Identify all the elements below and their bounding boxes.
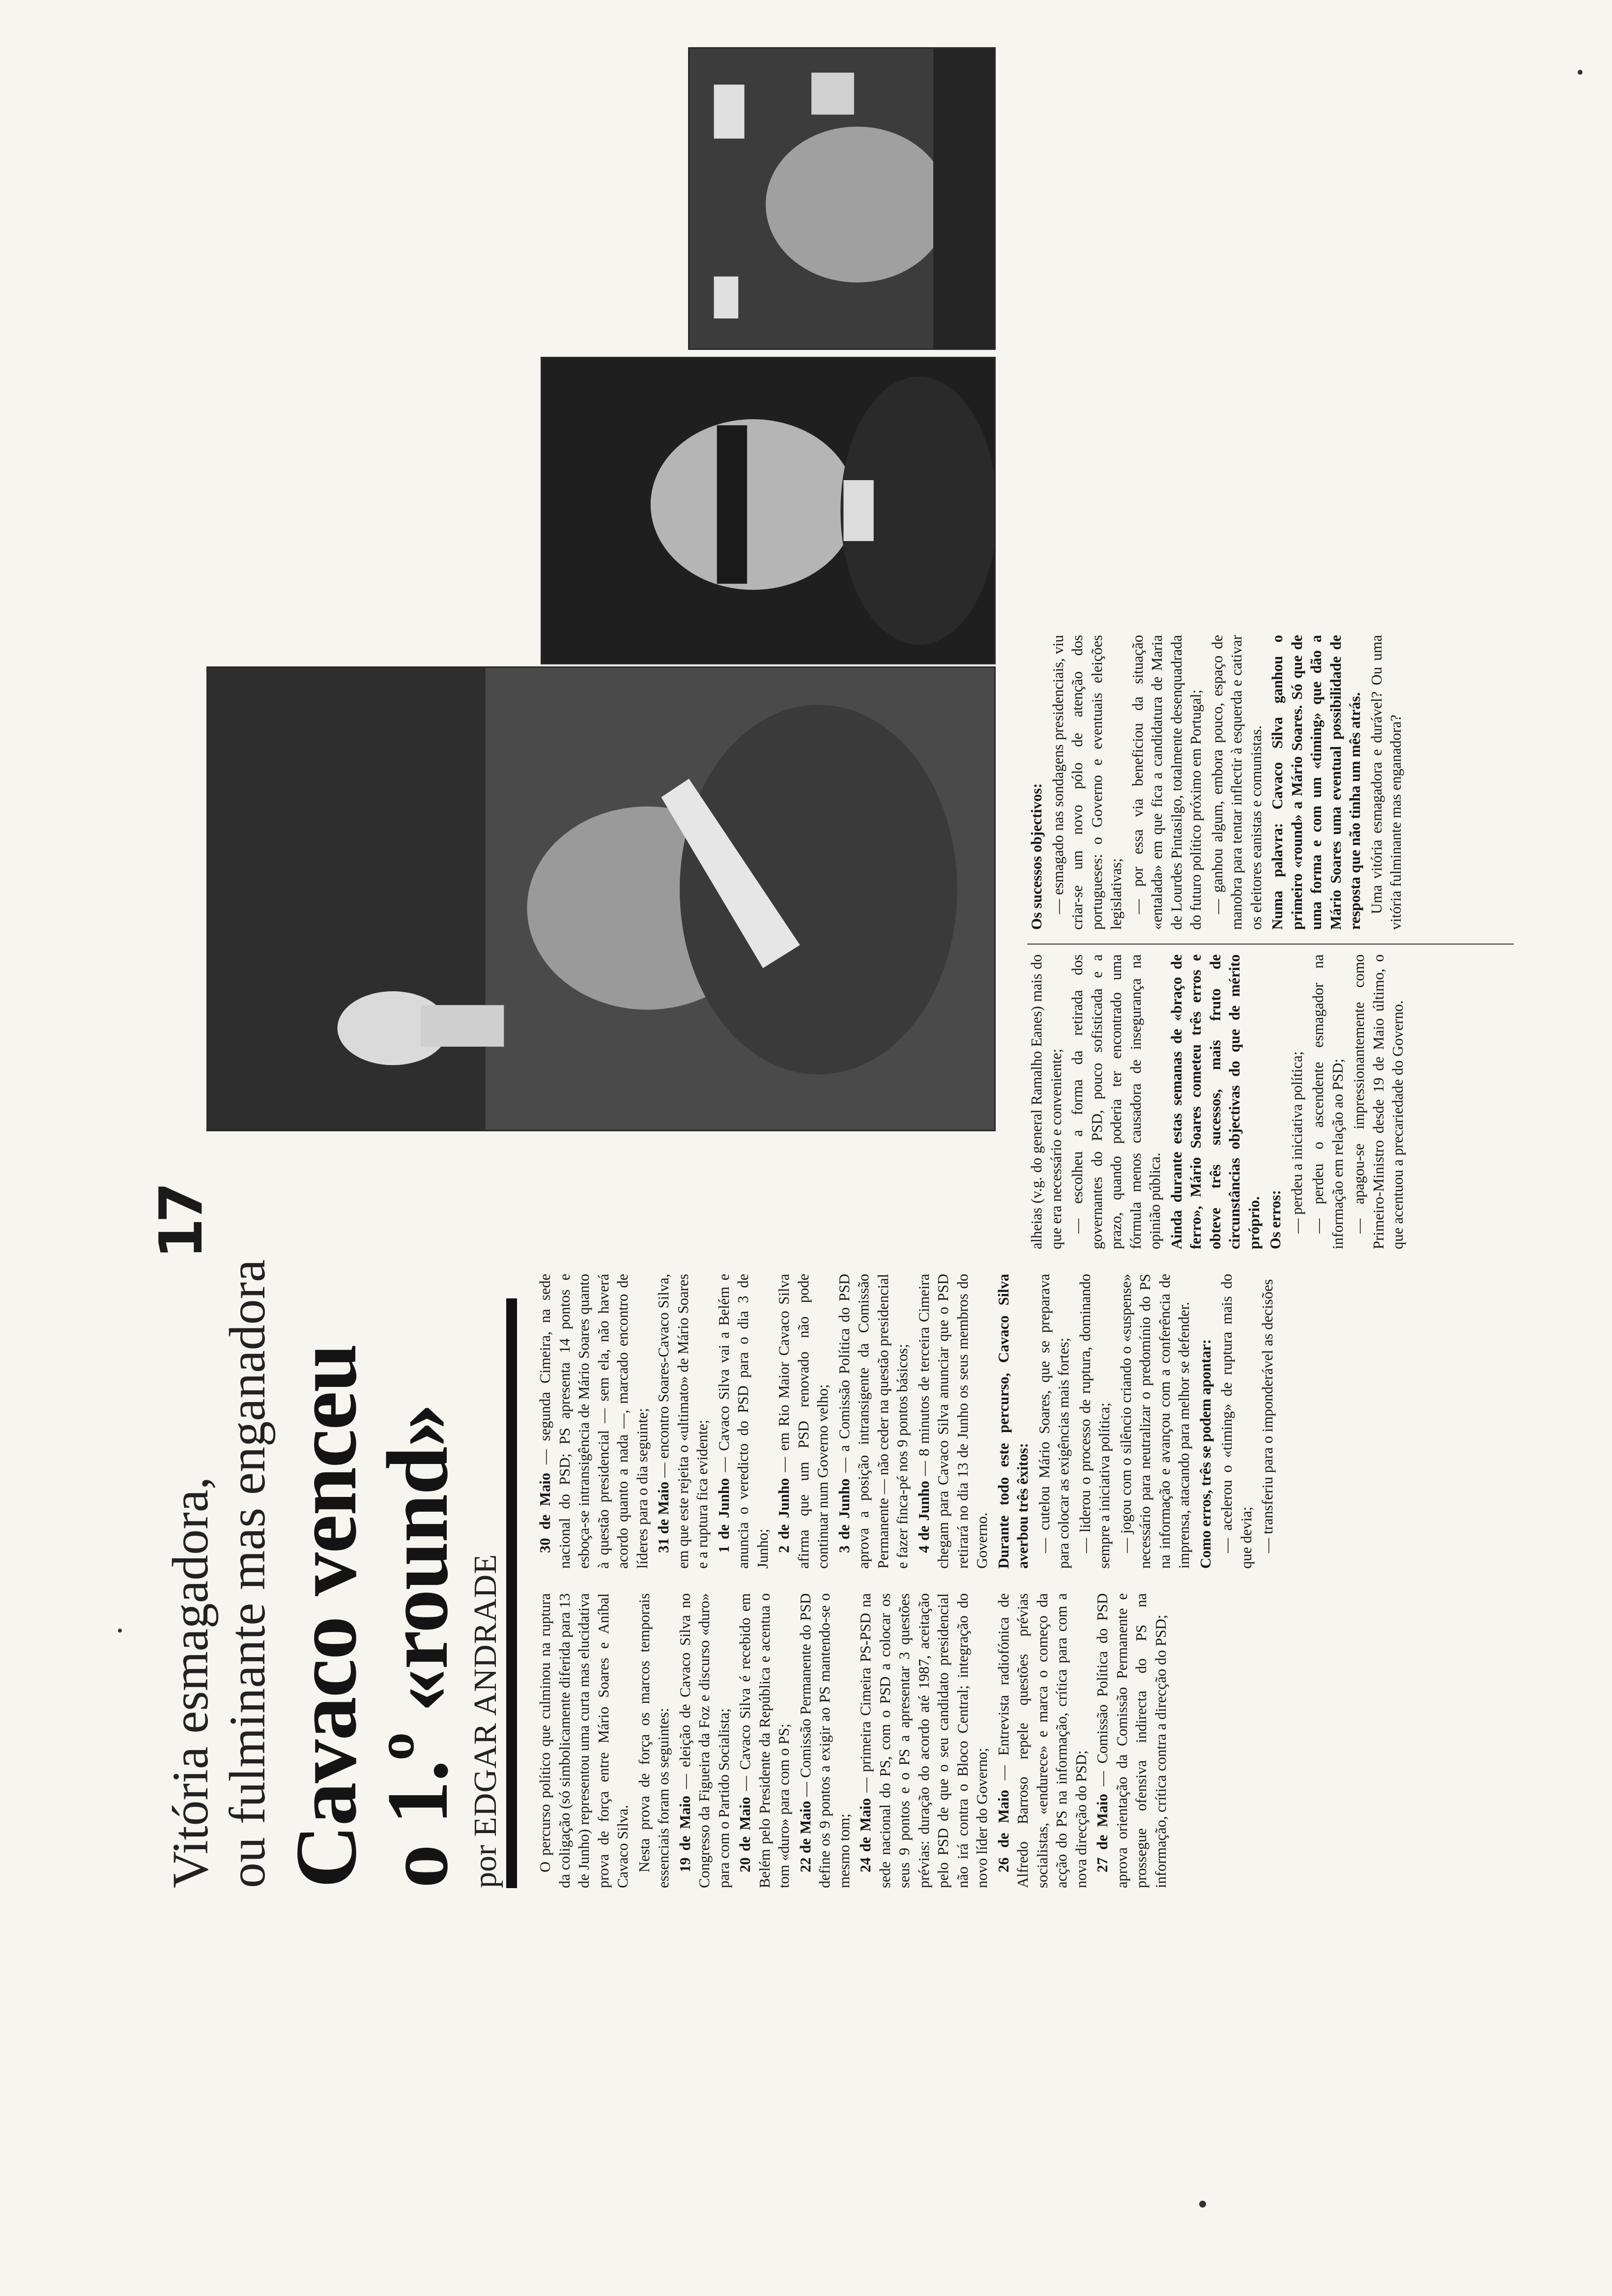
paragraph-text: — eleição de Cavaco Silva no Congresso da Figueira da Foz e discurso «duro» para com o Partido Socialista; — [676, 1593, 732, 1888]
paragraph-text: — perdeu o ascendente esmagador na informação em relação ao PSD; — [1310, 954, 1346, 1249]
paragraph — [536, 1593, 633, 1888]
paragraph-text: Uma vitória esmagadora e durável? Ou uma vitória fulminante mas enganadora? — [1368, 635, 1404, 930]
paragraph-text: — em Rio Maior Cavaco Silva afirma que um PSD renovado não pode continuar num Governo velho; — [776, 1274, 831, 1569]
column-divider — [1027, 944, 1514, 945]
paragraph-text: — jogou com o silêncio criando o «suspense» necessário para neutralizar o predomínio do PS na informação e avançou com a conferência de imprensa, atacando para melhor se defender. — [1117, 1274, 1192, 1569]
scan-speck — [1199, 2201, 1206, 2208]
paragraph-text: — Cavaco Silva é recebido em Belém pelo Presidente da República e acentua o tom «duro» para com o PS; — [737, 1593, 792, 1888]
paragraph — [994, 1593, 1092, 1888]
kicker-line-2: ou fulminante mas enganadora — [219, 1259, 276, 1888]
paragraph — [775, 1274, 833, 1569]
paragraph — [1117, 1274, 1194, 1569]
paragraph — [1076, 1274, 1115, 1569]
byline-rule — [506, 1298, 517, 1888]
column-1 — [536, 1593, 1519, 1888]
byline-author: EDGAR ANDRADE — [467, 1553, 503, 1837]
subheading: Durante todo este percurso, Cavaco Silva averbou três êxitos: — [995, 1274, 1031, 1569]
paragraph — [1309, 954, 1348, 1249]
photo-mario-soares — [541, 357, 996, 664]
paragraph — [796, 1593, 855, 1888]
date-lead: 19 de Maio — [676, 1796, 693, 1872]
photo-poster-image — [690, 49, 994, 348]
headline — [277, 1126, 466, 1888]
paragraph-text: — Cavaco Silva vai a Belém e anuncia o veredicto do PSD para o dia 3 de Junho; — [715, 1274, 771, 1569]
byline-prefix: por — [467, 1845, 503, 1888]
paragraph-text: — 8 minutos de terceira Cimeira chegam para Cavaco Silva anunciar que o PSD retirará no dia 13 de Junho os seus membros do Governo. — [915, 1274, 990, 1569]
photo-cavaco-silva-image — [208, 668, 994, 1130]
paragraph — [856, 1593, 992, 1888]
subheading: Ainda durante estas semanas de «braço de ferro», Mário Soares cometeu três erros e obteve três sucessos, mais fruto de circunstâncias objectivas do que de mérito próprio. — [1168, 954, 1263, 1249]
paragraph-text: — cutelou Mário Soares, que se preparava para colocar as exigências mais fortes; — [1036, 1274, 1072, 1569]
date-lead: 1 de Junho — [715, 1478, 732, 1553]
scan-speck — [118, 1629, 122, 1633]
paragraph-text: — transferiu para o imponderável as decisões — [1259, 1279, 1276, 1553]
date-lead: 24 de Maio — [857, 1798, 874, 1872]
paragraph — [1027, 954, 1066, 1249]
paragraph-text: — acelerou o «timing» de ruptura mais do que devia; — [1218, 1274, 1255, 1569]
column-4 — [1027, 635, 1519, 930]
kicker — [162, 1200, 276, 1888]
paragraph — [1258, 1274, 1278, 1569]
date-lead: 2 de Junho — [776, 1478, 792, 1553]
column-3 — [1027, 954, 1519, 1249]
scan-speck — [1578, 70, 1583, 75]
date-lead: 27 de Maio — [1094, 1794, 1111, 1872]
paragraph — [1035, 1274, 1074, 1569]
paragraph — [1068, 954, 1165, 1249]
paragraph-text: — por essa via beneficiou da situação «entalada» em que fica a candidatura de Maria de Lourdes Pintasilgo, totalmente desenquadrada do futuro político próximo em Portugal; — [1129, 635, 1204, 930]
paragraph — [1288, 954, 1307, 1249]
paragraph-text: — segunda Cimeira, na sede nacional do PSD; PS apresenta 14 pontos e esboça-se intransigência de Mário Soares quanto à questão presidencial — sem ela, não haverá acordo quanto a nada —, marcado encontro de líderes para o dia seguinte; — [537, 1274, 651, 1569]
paragraph-text: — esmagado nas sondagens presidenciais, viu criar-se um novo pólo de atenção dos portugueses: o Governo e eventuais eleições legislativas; — [1049, 635, 1124, 930]
date-lead: 3 de Junho — [835, 1478, 853, 1553]
paragraph-text: — Comissão Permanente do PSD define os 9 pontos a exigir ao PS mantendo-se o mesmo tom; — [797, 1593, 853, 1888]
byline — [467, 1298, 504, 1888]
paragraph — [1049, 635, 1126, 930]
paragraph — [1367, 635, 1406, 930]
paragraph — [676, 1593, 734, 1888]
paragraph — [915, 1274, 992, 1569]
date-lead: 4 de Junho — [915, 1481, 932, 1553]
paragraph — [715, 1274, 773, 1569]
paragraph — [1208, 635, 1267, 930]
paragraph-text: Nesta prova de força os marcos temporais essenciais foram os seguintes: — [635, 1593, 672, 1888]
paragraph — [736, 1593, 794, 1888]
paragraph-text: — a Comissão Política do PSD aprova a posição intransigente da Comissão Permanente — não ceder na questão presidencial e fazer finca-pé nos 9 pontos básicos; — [835, 1274, 911, 1569]
date-lead: 31 de Maio — [655, 1481, 672, 1553]
paragraph-text: — ganhou algum, embora pouco, espaço de manobra para tentar inflectir à esquerda e cativar os eleitores eanistas e comunistas. — [1209, 635, 1265, 930]
paragraph — [635, 1593, 674, 1888]
headline-line-1: Cavaco venceu — [277, 1344, 374, 1888]
paragraph — [1350, 954, 1408, 1249]
date-lead: 30 de Maio — [537, 1472, 553, 1553]
paragraph-text: — apagou-se impressionantemente como Primeiro-Ministro desde 19 de Maio último, o que acentuou a precariedade do Governo. — [1351, 954, 1406, 1249]
paragraph-text: — Comissão Política do PSD aprova orientação da Comissão Permanente e prossegue ofensiva indirecta do PS na informação, crítica contra a direcção do PSD; — [1094, 1593, 1169, 1888]
date-lead: 26 de Maio — [995, 1790, 1012, 1872]
column-2 — [536, 1274, 1519, 1569]
photo-poster — [688, 47, 996, 350]
paragraph — [1217, 1274, 1256, 1569]
photo-mario-soares-image — [542, 358, 994, 663]
paragraph — [654, 1274, 713, 1569]
paragraph — [1093, 1593, 1171, 1888]
subheading: Os sucessos objectivos: — [1028, 783, 1045, 930]
paragraph-text: O percurso político que culminou na ruptura da coligação (só simbolicamente diferida para 13 de Junho) representou uma curta mas elucidativa prova de força entre Mário Soares e Aníbal Cavaco Silva. — [537, 1593, 631, 1888]
paragraph-text: — perdeu a iniciativa política; — [1288, 1051, 1305, 1234]
paragraph — [1128, 635, 1206, 930]
subheading: Os erros: — [1267, 1190, 1284, 1249]
paragraph — [536, 1274, 652, 1569]
subheading: Como erros, três se podem apontar: — [1197, 1339, 1214, 1569]
paragraph-text: alheias (v.g. do general Ramalho Eanes) mais do que era necessário e conveniente; — [1028, 954, 1065, 1249]
paragraph — [835, 1274, 913, 1569]
paragraph-text: — liderou o processo de ruptura, dominando sempre a iniciativa política; — [1076, 1274, 1113, 1569]
headline-line-2: o 1.º «round» — [369, 1404, 466, 1888]
date-lead: 20 de Maio — [737, 1797, 753, 1872]
subheading: Numa palavra: Cavaco Silva ganhou o primeiro «round» a Mário Soares. Só que de uma forma e com um «timing» que dão a Mário Soares uma eventual possibilidade de resposta que não tinha um mês atrás. — [1269, 635, 1363, 930]
paragraph-text: — Entrevista radiofónica de Alfredo Barroso repele questões prévias socialistas, «endurece» e marca o começo da acção do PS na informação, crítica para com a nova direcção do PSD; — [995, 1593, 1090, 1888]
date-lead: 22 de Maio — [797, 1801, 814, 1872]
paragraph-text: — encontro Soares-Cavaco Silva, em que este rejeita o «ultimato» de Mário Soares e a ruptura fica evidente; — [655, 1274, 711, 1569]
paragraph-text: — primeira Cimeira PS-PSD na sede nacional do PS, com o PSD a colocar os seus 9 pontos e o PS a apresentar 3 questões prévias: duração do acordo até 1987, aceitação pelo PSD de que o seu candidato presidencial não irá contra o Bloco Central; integração do novo líder do Governo; — [857, 1593, 990, 1888]
handwritten-mark: 17 — [147, 1187, 216, 1259]
photo-cavaco-silva — [206, 666, 996, 1131]
paragraph-text: — escolheu a forma da retirada dos governantes do PSD, pouco sofisticada e a prazo, quando poderia ter encontrado uma fórmula menos causadora de insegurança na opinião pública. — [1069, 954, 1163, 1249]
kicker-line-1: Vitória esmagadora, — [162, 1477, 219, 1888]
